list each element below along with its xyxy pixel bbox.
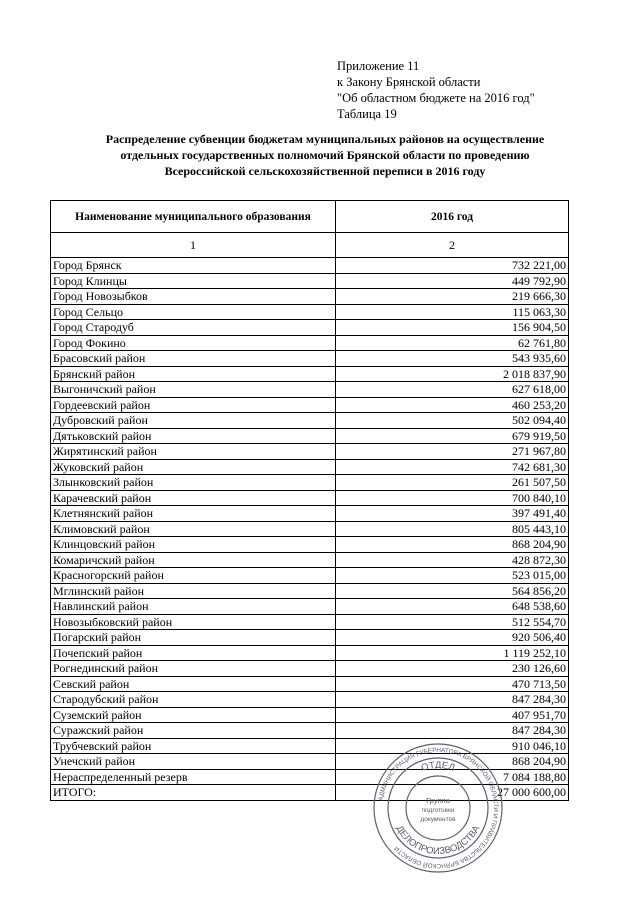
row-value: 648 538,60 — [336, 599, 569, 615]
row-name: Город Фокино — [51, 335, 336, 351]
row-value: 460 253,20 — [336, 397, 569, 413]
table-row — [51, 366, 569, 382]
row-name: Брянский район — [51, 366, 336, 382]
table-row — [51, 397, 569, 413]
row-name: Комаричский район — [51, 552, 336, 568]
table-row — [51, 552, 569, 568]
table-row — [51, 568, 569, 584]
row-value: 700 840,10 — [336, 490, 569, 506]
table-row — [51, 428, 569, 444]
appendix-line: Приложение 11 — [337, 59, 420, 73]
table-row — [51, 506, 569, 522]
table-row — [51, 304, 569, 320]
table-row — [51, 289, 569, 305]
row-value: 27 000 600,00 — [336, 785, 569, 801]
column-header-year: 2016 год — [336, 201, 569, 233]
table-row — [51, 490, 569, 506]
row-value: 115 063,30 — [336, 304, 569, 320]
row-value: 219 666,30 — [336, 289, 569, 305]
table-row — [51, 382, 569, 398]
table-row — [51, 630, 569, 646]
row-value: 449 792,90 — [336, 273, 569, 289]
row-value: 428 872,30 — [336, 552, 569, 568]
appendix-block — [337, 58, 535, 122]
row-value: 1 119 252,10 — [336, 645, 569, 661]
row-value: 847 284,30 — [336, 692, 569, 708]
stamp-center-text: Группа — [426, 796, 450, 805]
table-row — [51, 258, 569, 274]
title-line: отдельных государственных полномочий Брянской области по проведению — [120, 148, 530, 162]
table-row — [51, 459, 569, 475]
row-value: 512 554,70 — [336, 614, 569, 630]
table-row — [51, 583, 569, 599]
row-value: 564 856,20 — [336, 583, 569, 599]
table-row — [51, 521, 569, 537]
table-body — [51, 258, 569, 801]
table-row — [51, 413, 569, 429]
row-value: 502 094,40 — [336, 413, 569, 429]
row-name: Нераспределенный резерв — [51, 769, 336, 785]
row-name: Дятьковский район — [51, 428, 336, 444]
row-name: Рогнединский район — [51, 661, 336, 677]
subsidy-table — [50, 200, 569, 801]
table-row — [51, 273, 569, 289]
appendix-line: "Об областном бюджете на 2016 год" — [337, 91, 535, 105]
row-name: Карачевский район — [51, 490, 336, 506]
table-row — [51, 320, 569, 336]
stamp-ring-text: АДМИНИСТРАЦИЯ ГУБЕРНАТОРА БРЯНСКОЙ ОБЛАСТИ И ПРАВИТЕЛЬСТВА БРЯНСКОЙ ОБЛАСТИ — [377, 746, 500, 870]
row-name: Выгоничский район — [51, 382, 336, 398]
row-name: Город Брянск — [51, 258, 336, 274]
row-name: Город Новозыбков — [51, 289, 336, 305]
row-name: Суражский район — [51, 723, 336, 739]
row-name: ИТОГО: — [51, 785, 336, 801]
appendix-line: к Закону Брянской области — [337, 75, 481, 89]
row-value: 910 046,10 — [336, 738, 569, 754]
row-value: 868 204,90 — [336, 754, 569, 770]
row-name: Унечский район — [51, 754, 336, 770]
stamp-center-text: подготовки — [421, 807, 455, 814]
row-name: Город Сельцо — [51, 304, 336, 320]
row-name: Севский район — [51, 676, 336, 692]
table-row — [51, 645, 569, 661]
title-line: Всероссийской сельскохозяйственной переписи в 2016 году — [164, 164, 486, 178]
row-name: Брасовский район — [51, 351, 336, 367]
stamp-arc-top: ОТДЕЛ — [420, 759, 457, 774]
row-name: Новозыбковский район — [51, 614, 336, 630]
row-name: Стародубский район — [51, 692, 336, 708]
row-value: 847 284,30 — [336, 723, 569, 739]
row-name: Мглинский район — [51, 583, 336, 599]
row-name: Клинцовский район — [51, 537, 336, 553]
row-value: 7 084 188,80 — [336, 769, 569, 785]
row-value: 407 951,70 — [336, 707, 569, 723]
row-name: Навлинский район — [51, 599, 336, 615]
row-name: Злынковский район — [51, 475, 336, 491]
row-value: 230 126,60 — [336, 661, 569, 677]
row-name: Клетнянский район — [51, 506, 336, 522]
row-name: Жуковский район — [51, 459, 336, 475]
table-row — [51, 335, 569, 351]
row-value: 271 967,80 — [336, 444, 569, 460]
row-value: 62 761,80 — [336, 335, 569, 351]
table-row — [51, 444, 569, 460]
row-name: Город Стародуб — [51, 320, 336, 336]
column-number: 1 — [51, 233, 336, 258]
row-value: 679 919,50 — [336, 428, 569, 444]
row-value: 920 506,40 — [336, 630, 569, 646]
official-stamp — [372, 742, 504, 874]
table-row — [51, 723, 569, 739]
table-row — [51, 614, 569, 630]
column-header-name: Наименование муниципального образования — [51, 201, 336, 233]
stamp-center-text: документов — [420, 816, 456, 823]
row-name: Трубчевский район — [51, 738, 336, 754]
row-value: 2 018 837,90 — [336, 366, 569, 382]
row-name: Гордеевский район — [51, 397, 336, 413]
row-value: 805 443,10 — [336, 521, 569, 537]
row-value: 742 681,30 — [336, 459, 569, 475]
table-row — [51, 692, 569, 708]
row-name: Жирятинский район — [51, 444, 336, 460]
row-value: 627 618,00 — [336, 382, 569, 398]
table-row — [51, 676, 569, 692]
row-name: Климовский район — [51, 521, 336, 537]
row-name: Дубровский район — [51, 413, 336, 429]
row-value: 261 507,50 — [336, 475, 569, 491]
row-value: 543 935,60 — [336, 351, 569, 367]
row-name: Погарский район — [51, 630, 336, 646]
row-name: Город Клинцы — [51, 273, 336, 289]
appendix-line: Таблица 19 — [337, 107, 397, 121]
row-value: 523 015,00 — [336, 568, 569, 584]
table-row — [51, 475, 569, 491]
column-number: 2 — [336, 233, 569, 258]
table-row — [51, 707, 569, 723]
row-name: Суземский район — [51, 707, 336, 723]
title-line: Распределение субвенции бюджетам муниципальных районов на осуществление — [105, 132, 545, 146]
row-value: 470 713,50 — [336, 676, 569, 692]
table-row — [51, 661, 569, 677]
row-name: Почепский район — [51, 645, 336, 661]
row-value: 156 904,50 — [336, 320, 569, 336]
row-value: 397 491,40 — [336, 506, 569, 522]
document-title — [60, 131, 590, 179]
table-row — [51, 351, 569, 367]
row-value: 868 204,90 — [336, 537, 569, 553]
table-row — [51, 537, 569, 553]
stamp-arc-bottom: ДЕЛОПРОИЗВОДСТВА — [393, 823, 483, 858]
row-name: Красногорский район — [51, 568, 336, 584]
table-row — [51, 599, 569, 615]
row-value: 732 221,00 — [336, 258, 569, 274]
